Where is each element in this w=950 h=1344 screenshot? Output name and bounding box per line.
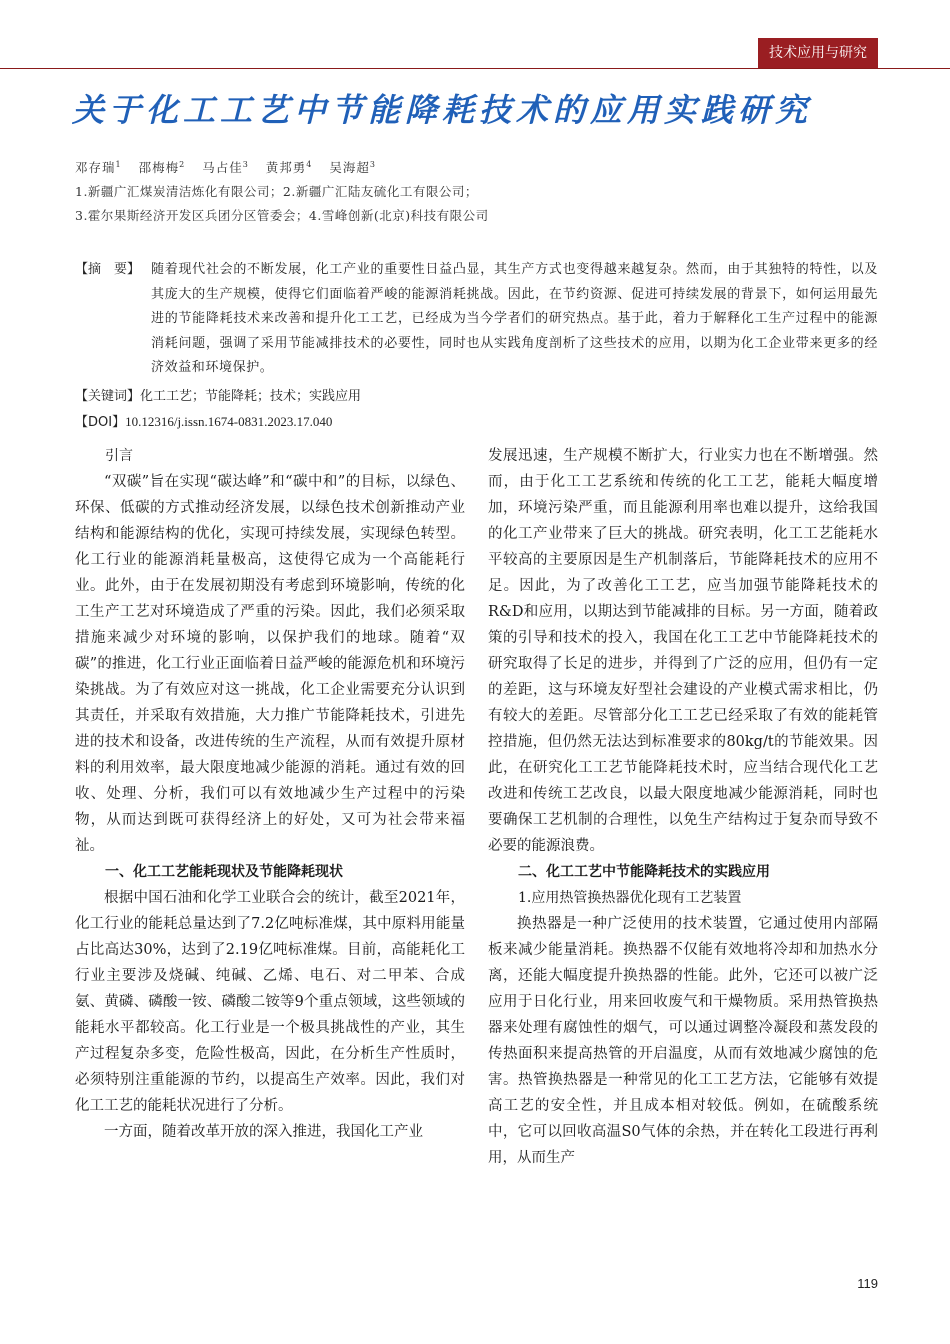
abstract-block — [75, 258, 878, 381]
author-affiliation-mark: 3 — [369, 159, 376, 169]
header-rule — [0, 68, 950, 69]
author-name: 吴海超 — [329, 160, 370, 175]
right-column — [488, 443, 878, 1171]
section-tag: 技术应用与研究 — [758, 38, 878, 68]
page-number: 119 — [857, 1276, 878, 1291]
section-heading-1: 一、化工工艺能耗现状及节能降耗现状 — [105, 864, 343, 880]
doi-line — [75, 411, 332, 430]
author-affiliation-mark: 1 — [115, 159, 122, 169]
author-affiliation-mark: 4 — [306, 159, 313, 169]
article-title: 关于化工工艺中节能降耗技术的应用实践研究 — [72, 91, 813, 129]
doi-label: 【DOI】 — [75, 415, 126, 430]
author-affiliation-mark: 2 — [179, 159, 186, 169]
body-paragraph: 根据中国石油和化学工业联合会的统计，截至2021年，化工行业的能耗总量达到了7.2亿吨标准煤，其中原料用能量占比高达30%，达到了2.19亿吨标准煤。目前，高能耗化工行业主要涉及烧碱、纯碱、乙烯、电石、对二甲苯、合成氨、黄磷、磷酸一铵、磷酸二铵等9个重点领域，这些领域的能耗水平都较高。化工行业是一个极具挑战性的产业，其生产过程复杂多变，危险性极高，因此，在分析生产性质时，必须特别注重能源的节约，以提高生产效率。因此，我们对化工工艺的能耗状况进行了分析。 — [75, 890, 465, 1114]
abstract-label: 【摘 要】 — [75, 262, 141, 277]
keywords-label: 【关键词】 — [75, 389, 141, 404]
body-paragraph: 一方面，随着改革开放的深入推进，我国化工产业 — [104, 1124, 423, 1140]
left-column — [75, 443, 465, 1145]
body-paragraph: “双碳”旨在实现“碳达峰”和“碳中和”的目标，以绿色、环保、低碳的方式推动经济发展，以绿色技术创新推动产业结构和能源结构的优化，实现可持续发展，实现绿色转型。化工行业的能源消耗量极高，这使得它成为一个高能耗行业。此外，由于在发展初期没有考虑到环境影响，传统的化工生产工艺对环境造成了严重的污染。因此，我们必须采取措施来减少对环境的影响，以保护我们的地球。随着“双碳”的推进，化工行业正面临着日益严峻的能源危机和环境污染挑战。为了有效应对这一挑战，化工企业需要充分认识到其责任，并采取有效措施，大力推广节能降耗技术，引进先进的技术和设备，改进传统的生产流程，从而有效提升原材料的利用效率，最大限度地减少能源的消耗。通过有效的回收、处理、分析，我们可以有效地减少生产过程中的污染物，从而达到既可获得经济上的好处，又可为社会带来福祉。 — [75, 474, 465, 854]
author-name: 黄邦勇 — [265, 160, 307, 175]
subsection-heading: 1.应用热管换热器优化现有工艺装置 — [518, 890, 742, 906]
section-heading-2: 二、化工工艺中节能降耗技术的实践应用 — [518, 864, 770, 880]
body-paragraph: 发展迅速，生产规模不断扩大，行业实力也在不断增强。然而，由于化工工艺系统和传统的化工工艺，能耗大幅度增加，环境污染严重，而且能源利用率也难以提升，这给我国的化工产业带来了巨大的挑战。研究表明，化工工艺能耗水平较高的主要原因是生产机制落后，节能降耗技术的应用不足。因此，为了改善化工工艺，应当加强节能降耗技术的R&D和应用，以期达到节能减排的目标。另一方面，随着政策的引导和技术的投入，我国在化工工艺中节能降耗技术的研究取得了长足的进步，并得到了广泛的应用，但仍有一定的差距，这与环境友好型社会建设的产业模式需求相比，仍有较大的差距。尽管部分化工工艺已经采取了有效的能耗管控措施，但仍然无法达到标准要求的80kg/t的节能效果。因此，在研究化工工艺节能降耗技术时，应当结合现代化工艺改进和传统工艺改良，以最大限度地减少能源消耗，同时也要确保工艺机制的合理性，以免生产结构过于复杂而导致不必要的能源浪费。 — [488, 448, 878, 854]
intro-heading: 引言 — [105, 448, 133, 464]
author-affiliation-mark: 3 — [242, 159, 249, 169]
author-name: 马占佳 — [202, 160, 243, 175]
author-list — [75, 158, 388, 176]
body-paragraph: 换热器是一种广泛使用的技术装置，它通过使用内部隔板来减少能量消耗。换热器不仅能有效地将冷却和加热水分离，还能大幅度提升换热器的性能。此外，它还可以被广泛应用于日化行业，用来回收废气和干燥物质。采用热管换热器来处理有腐蚀性的烟气，可以通过调整冷凝段和蒸发段的传热面积来提高热管的开启温度，从而有效地减少腐蚀的危害。热管换热器是一种常见的化工工艺方法，它能够有效提高工艺的安全性，并且成本相对较低。例如，在硫酸系统中，它可以回收高温S0气体的余热，并在转化工段进行再利用，从而生产 — [488, 916, 878, 1166]
affiliation-line-1: 1.新疆广汇煤炭清洁炼化有限公司；2.新疆广汇陆友硫化工有限公司； — [75, 184, 478, 199]
abstract-text: 随着现代社会的不断发展，化工产业的重要性日益凸显，其生产方式也变得越来越复杂。然而，由于其独特的特性，以及其庞大的生产规模，使得它们面临着严峻的能源消耗挑战。因此，在节约资源、促进可持续发展的背景下，如何运用最先进的节能降耗技术来改善和提升化工工艺，已经成为当今学者们的研究热点。基于此，着力于解释化工生产过程中的能源消耗问题，强调了采用节能减排技术的必要性，同时也从实践角度剖析了这些技术的应用，以期为化工企业带来更多的经济效益和环境保护。 — [151, 262, 878, 375]
author-name: 邓存瑞 — [75, 160, 116, 175]
keywords-line — [75, 385, 361, 404]
author-name: 邵梅梅 — [138, 160, 180, 175]
keywords-text: 化工工艺；节能降耗；技术；实践应用 — [140, 389, 362, 404]
affiliation-line-2: 3.霍尔果斯经济开发区兵团分区管委会；4.雪峰创新(北京)科技有限公司 — [75, 208, 489, 223]
doi-value: 10.12316/j.issn.1674-0831.2023.17.040 — [125, 414, 333, 429]
